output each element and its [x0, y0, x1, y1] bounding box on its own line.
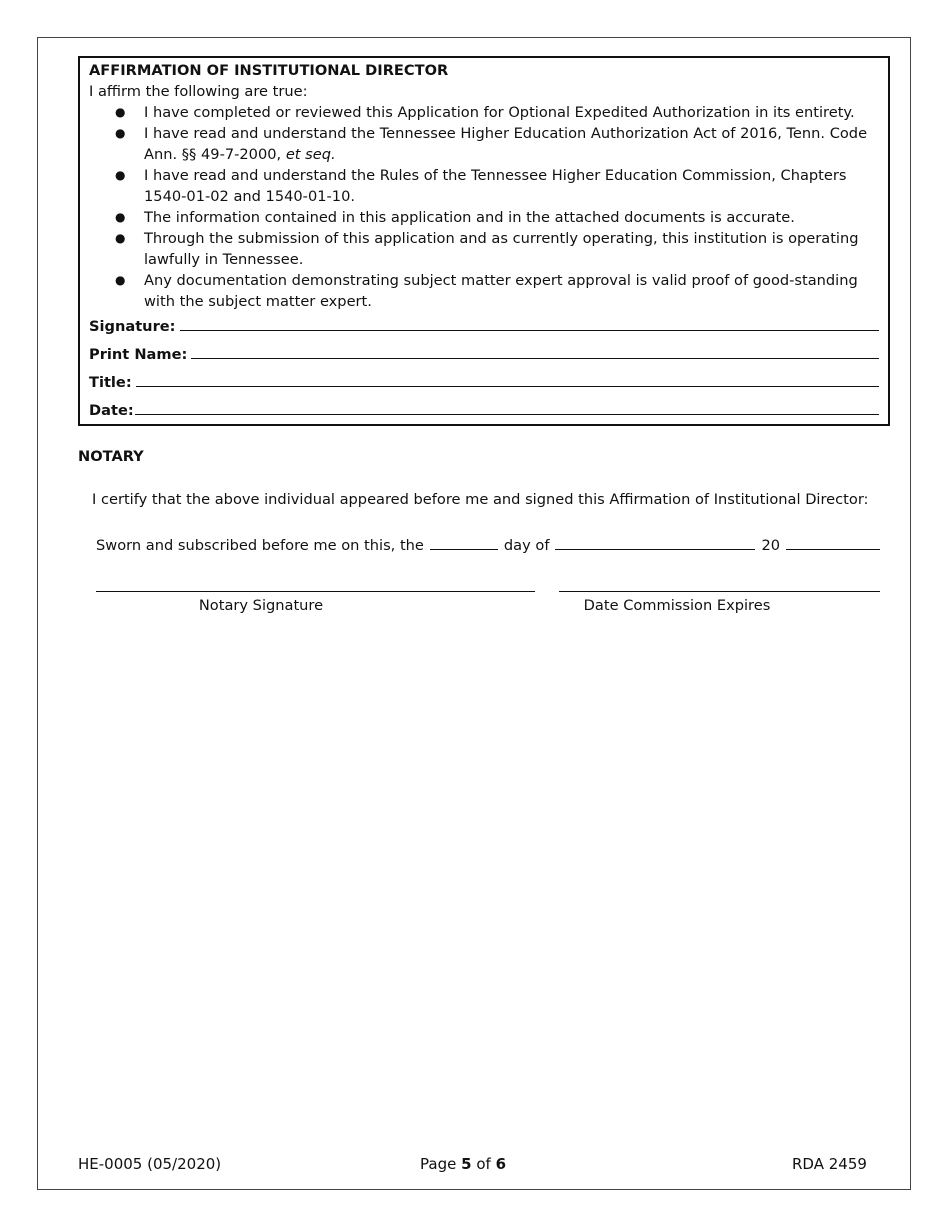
list-item-text: I have read and understand the Tennessee Higher Education Authorization Act of 2016, Tenn. Code Ann. §§ 49-7-2000, — [144, 125, 868, 163]
bullet-icon: ● — [115, 210, 126, 224]
footer-page-number — [420, 1155, 506, 1173]
list-item-italic: et seq. — [285, 146, 336, 163]
print-name-row — [89, 340, 879, 368]
day-field[interactable] — [430, 533, 498, 550]
year-field[interactable] — [786, 533, 880, 550]
month-field[interactable] — [555, 533, 755, 550]
affirmation-box — [78, 56, 890, 426]
affirmation-intro: I affirm the following are true: — [89, 83, 308, 100]
list-item-text: I have read and understand the Rules of the Tennessee Higher Education Commission, Chapters 1540-01-02 and 1540-01-10. — [144, 167, 847, 205]
list-item-text: The information contained in this application and in the attached documents is accurate. — [144, 209, 795, 226]
footer-rda: RDA 2459 — [792, 1155, 867, 1173]
title-row — [89, 368, 879, 396]
page-total: 6 — [495, 1155, 507, 1173]
list-item — [89, 207, 879, 228]
notary-heading: NOTARY — [78, 448, 144, 465]
list-item-text: Through the submission of this application and as currently operating, this institution is operating lawfully in Tennessee. — [144, 230, 859, 268]
print-name-label: Print Name: — [89, 346, 188, 363]
affirmation-title: AFFIRMATION OF INSTITUTIONAL DIRECTOR — [89, 62, 449, 79]
date-field[interactable] — [135, 396, 879, 415]
footer-form-id: HE-0005 (05/2020) — [78, 1155, 222, 1173]
sworn-line — [96, 533, 880, 554]
notary-signature-label: Notary Signature — [198, 597, 324, 614]
list-item-text: Any documentation demonstrating subject matter expert approval is valid proof of good-standing with the subject matter expert. — [144, 272, 858, 310]
list-item — [89, 102, 879, 123]
list-item — [89, 228, 879, 270]
bullet-icon: ● — [115, 126, 126, 140]
notary-certification: I certify that the above individual appeared before me and signed this Affirmation of Institutional Director: — [92, 491, 869, 508]
page-of: of — [476, 1155, 491, 1173]
page-current: 5 — [461, 1155, 472, 1173]
date-row — [89, 396, 879, 424]
signature-row — [89, 312, 879, 340]
bullet-icon: ● — [115, 231, 126, 245]
list-item — [89, 123, 879, 165]
affirmation-list — [89, 102, 879, 312]
print-name-field[interactable] — [191, 340, 879, 359]
list-item-text: I have completed or reviewed this Application for Optional Expedited Authorization in its entirety. — [144, 104, 855, 121]
notary-signature-field[interactable] — [96, 591, 535, 592]
signature-label: Signature: — [89, 318, 176, 335]
sworn-day-of: day of — [503, 537, 550, 554]
commission-expires-field[interactable] — [559, 591, 880, 592]
bullet-icon: ● — [115, 168, 126, 182]
signature-field[interactable] — [180, 312, 880, 331]
title-field[interactable] — [136, 368, 879, 387]
title-label: Title: — [89, 374, 132, 391]
list-item — [89, 270, 879, 312]
bullet-icon: ● — [115, 273, 126, 287]
bullet-icon: ● — [115, 105, 126, 119]
page-word: Page — [420, 1155, 457, 1173]
sworn-year-prefix: 20 — [761, 537, 781, 554]
list-item — [89, 165, 879, 207]
commission-expires-label: Date Commission Expires — [583, 597, 771, 614]
sworn-prefix: Sworn and subscribed before me on this, the — [96, 537, 424, 554]
date-label: Date: — [89, 402, 134, 419]
